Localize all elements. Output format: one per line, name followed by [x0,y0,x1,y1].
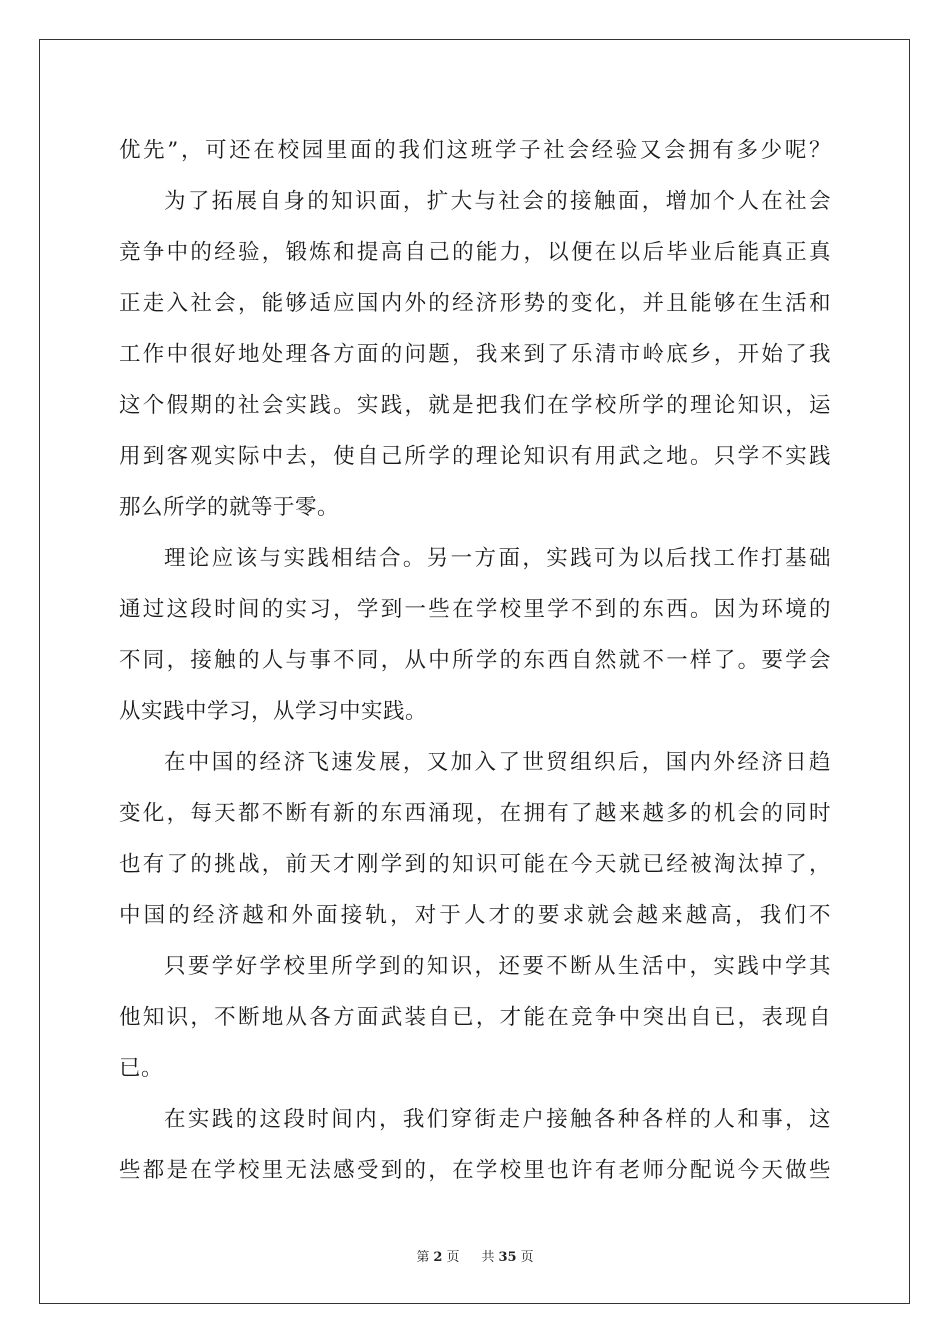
text-line: 通过这段时间的实习，学到一些在学校里学不到的东西。因为环境的 [119,597,831,622]
total-suffix: 页 [520,1250,534,1265]
text-line: 些都是在学校里无法感受到的，在学校里也许有老师分配说今天做些 [119,1158,831,1183]
text-line: 正走入社会，能够适应国内外的经济形势的变化，并且能够在生活和 [119,291,831,316]
paragraph-start-line: 在实践的这段时间内，我们穿街走户接触各种各样的人和事，这 [164,1107,831,1132]
text-line: 也有了的挑战，前天才刚学到的知识可能在今天就已经被淘汰掉了， [119,852,831,877]
text-line: 这个假期的社会实践。实践，就是把我们在学校所学的理论知识，运 [119,393,831,418]
total-pages: 35 [498,1250,517,1265]
page-prefix: 第 [416,1250,430,1265]
text-line: 优先”，可还在校园里面的我们这班学子社会经验又会拥有多少呢？ [119,138,831,163]
page-footer [0,1246,950,1265]
text-line: 中国的经济越和外面接轨，对于人才的要求就会越来越高，我们不 [119,903,831,928]
text-line: 从实践中学习，从学习中实践。 [119,699,428,724]
paragraph-start-line: 为了拓展自身的知识面，扩大与社会的接触面，增加个人在社会 [164,189,831,214]
text-line: 不同，接触的人与事不同，从中所学的东西自然就不一样了。要学会 [119,648,831,673]
text-line: 变化，每天都不断有新的东西涌现，在拥有了越来越多的机会的同时 [119,801,831,826]
page-suffix: 页 [446,1250,460,1265]
paragraph-start-line: 理论应该与实践相结合。另一方面，实践可为以后找工作打基础 [164,546,831,571]
text-line: 已。 [119,1056,164,1081]
text-line: 竞争中的经验，锻炼和提高自己的能力，以便在以后毕业后能真正真 [119,240,831,265]
paragraph-start-line: 在中国的经济飞速发展，又加入了世贸组织后，国内外经济日趋 [164,750,831,775]
text-line: 那么所学的就等于零。 [119,495,340,520]
document-body [119,125,831,1196]
text-line: 他知识，不断地从各方面武装自已，才能在竞争中突出自已，表现自 [119,1005,831,1030]
total-prefix: 共 [481,1250,495,1265]
text-line: 用到客观实际中去，使自己所学的理论知识有用武之地。只学不实践 [119,444,831,469]
text-line: 工作中很好地处理各方面的问题，我来到了乐清市岭底乡，开始了我 [119,342,831,367]
paragraph-start-line: 只要学好学校里所学到的知识，还要不断从生活中，实践中学其 [164,954,831,979]
page-number: 2 [433,1250,443,1265]
